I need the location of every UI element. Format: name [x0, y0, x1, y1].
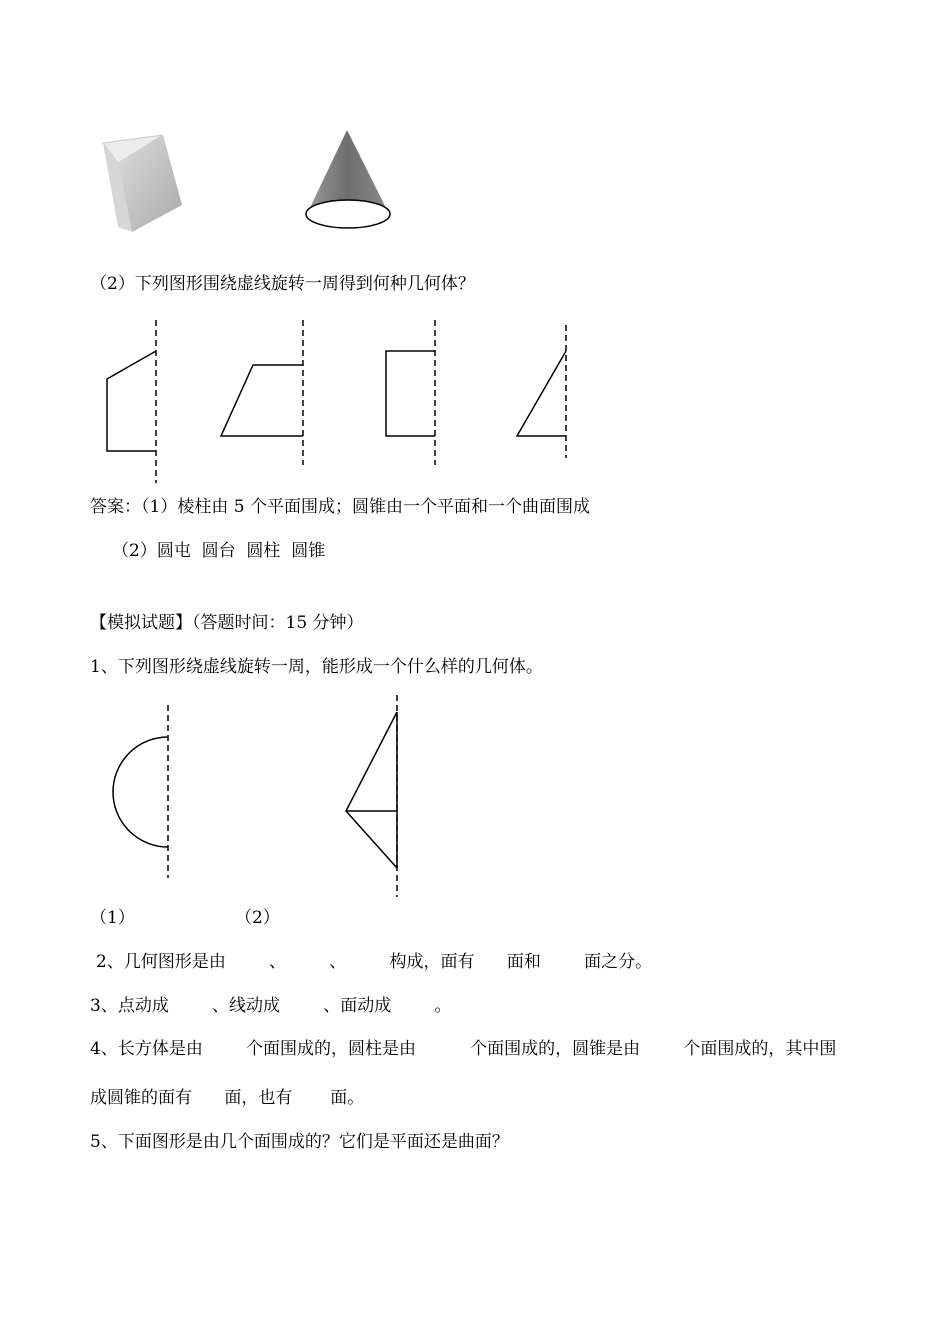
rotation-figure-3 [386, 320, 435, 465]
prism-figure [103, 135, 182, 232]
mock-question-2: 2、几何图形是由 、 、 构成，面有 面和 面之分。 [96, 952, 653, 972]
answer-line-2: （2）圆屯 圆台 圆柱 圆锥 [112, 541, 326, 561]
rotation-figure-4 [517, 325, 566, 458]
answer-line-1: 答案：（1）棱柱由 5 个平面围成；圆锥由一个平面和一个曲面围成 [90, 497, 590, 517]
cone-figure [306, 130, 390, 228]
question-2-text: （2）下列图形围绕虚线旋转一周得到何种几何体？ [90, 274, 475, 294]
mock-question-1: 1、下列图形绕虚线旋转一周，能形成一个什么样的几何体。 [90, 657, 543, 677]
mock-question-5: 5、下面图形是由几个面围成的？它们是平面还是曲面？ [90, 1132, 509, 1152]
figure-label-2: （2） [235, 908, 280, 928]
rotation-figure-1 [107, 320, 156, 483]
mock-question-4-line-1: 4、长方体是由 个面围成的，圆柱是由 个面围成的，圆锥是由 个面围成的，其中围 [90, 1039, 837, 1059]
rotation-figure-2 [221, 320, 303, 465]
double-triangle-figure [346, 695, 397, 897]
mock-question-3: 3、点动成 、线动成 、面动成 。 [90, 996, 452, 1016]
figure-label-1: （1） [90, 908, 135, 928]
mock-test-header: 【模拟试题】（答题时间：15 分钟） [90, 613, 364, 633]
semicircle-figure [113, 705, 168, 878]
mock-question-4-line-2: 成圆锥的面有 面，也有 面。 [90, 1088, 365, 1108]
